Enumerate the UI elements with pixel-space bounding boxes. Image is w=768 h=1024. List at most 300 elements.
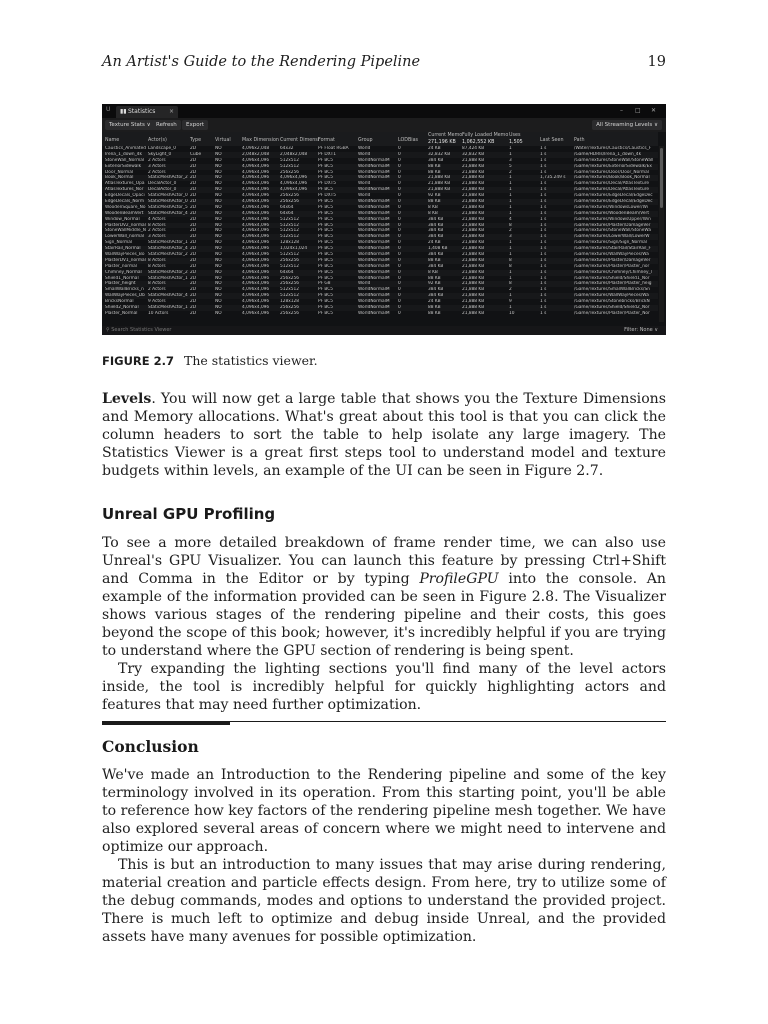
cell-fully-loaded-memory: 21,888 KB — [462, 263, 485, 269]
col-header-virtual[interactable]: Virtual — [215, 138, 231, 143]
cell-name: WoodenSquare_No — [105, 204, 146, 210]
cell-path: /Game/Textures/Stonebricks/BrickN — [574, 299, 650, 305]
cell-format: PF BC5 — [318, 199, 334, 205]
cell-max-dimension: 4,096x4,096 — [242, 181, 270, 187]
cell-path: /Game/Textures/StoneWall/StoneWall — [574, 157, 654, 163]
cell-path: /Game/Textures/Decal/AtlasTexture — [574, 181, 650, 187]
refresh-button[interactable]: Refresh — [152, 120, 181, 130]
cell-current-memory: 24 KB — [428, 299, 441, 305]
cell-current-memory: 21,888 KB — [428, 175, 451, 181]
cell-format: PF BC5 — [318, 204, 334, 210]
cell-group: WorldNormalM — [358, 234, 390, 240]
col-header-type[interactable]: Type — [190, 138, 202, 143]
cell-fully-loaded-memory: 21,888 KB — [462, 228, 485, 234]
cell-max-dimension: 4,096x4,096 — [242, 263, 270, 269]
cell-fully-loaded-memory: 21,888 KB — [462, 193, 485, 199]
cell-name: StoneWallMiddle_N — [105, 228, 146, 234]
cell-uses: 1 — [509, 151, 512, 157]
cell-fully-loaded-memory: 21,888 KB — [462, 252, 485, 258]
cell-virtual: NO — [215, 252, 222, 258]
col-header-name[interactable]: Name — [105, 138, 120, 143]
cell-type: Cube — [190, 151, 202, 157]
cell-current-memory: 384 KB — [428, 263, 444, 269]
export-button[interactable]: Export — [182, 120, 208, 130]
cell-path: /Game/Textures/Decal/AtlasTexture — [574, 187, 650, 193]
col-header-uses[interactable]: Uses — [509, 133, 521, 138]
cell-virtual: NO — [215, 293, 222, 299]
cell-fully-loaded-memory: 21,888 KB — [462, 275, 485, 281]
cell-last-seen: 1 s — [540, 193, 547, 199]
cell-current-dimension: 512x512 — [280, 252, 299, 258]
cell-uses: 9 — [509, 299, 512, 305]
cell-virtual: NO — [215, 299, 222, 305]
cell-uses: 3 — [509, 157, 512, 163]
statistics-table — [102, 132, 658, 324]
bar-chart-icon: ▮▮ — [120, 108, 127, 115]
cell-uses: 4 — [509, 216, 512, 222]
cell-group: WorldNormalM — [358, 210, 390, 216]
cell-last-seen: 1 s — [540, 275, 547, 281]
cell-virtual: NO — [215, 181, 222, 187]
cell-virtual: NO — [215, 287, 222, 293]
cell-uses: 1 — [509, 204, 512, 210]
cell-type: 2D — [190, 146, 197, 151]
cell-type: 2D — [190, 310, 197, 316]
col-header-current-dimension[interactable]: Current Dimensi — [280, 138, 320, 143]
cell-path: /Game/Textures/Sign/Sign_Normal — [574, 240, 647, 246]
cell-fully-loaded-memory: 21,888 KB — [462, 234, 485, 240]
cell-lod-bias: 0 — [398, 305, 401, 311]
cell-last-seen: 1 s — [540, 310, 547, 316]
cell-group: WorldNormalM — [358, 204, 390, 210]
cell-uses: 1 — [509, 175, 512, 181]
cell-format: PF BC5 — [318, 157, 334, 163]
cell-max-dimension: 4,096x4,096 — [242, 228, 270, 234]
cell-max-dimension: 4,096x4,096 — [242, 187, 270, 193]
tab-statistics[interactable] — [116, 106, 178, 118]
cell-path: /Game/Textures/Plaster/DamageVer — [574, 257, 651, 263]
cell-last-seen: 1 s — [540, 281, 547, 287]
cell-fully-loaded-memory: 21,888 KB — [462, 240, 485, 246]
cell-virtual: NO — [215, 281, 222, 287]
cell-current-dimension: 256x256 — [280, 281, 299, 287]
cell-actors: StaticMeshActor_0 — [148, 199, 188, 205]
status-bar — [102, 326, 666, 335]
cell-max-dimension: 4,096x2,048 — [242, 146, 270, 151]
cell-max-dimension: 4,096x4,096 — [242, 216, 270, 222]
cell-path: /Game/Textures/StairRail/StairRail_F — [574, 246, 652, 252]
cell-current-dimension: 64x64 — [280, 204, 294, 210]
cell-path: /Game/Textures/SmallWallBricks/Sn — [574, 287, 650, 293]
cell-actors: DecalActor_0 — [148, 181, 177, 187]
statistics-viewer-screenshot — [102, 104, 666, 335]
cell-current-dimension: 64x64 — [280, 210, 294, 216]
cell-last-seen: 1 s — [540, 216, 547, 222]
col-header-actors[interactable]: Actor(s) — [148, 138, 167, 143]
cell-group: WorldNormalM — [358, 240, 390, 246]
cell-actors: 8 Actors — [148, 263, 166, 269]
cell-fully-loaded-memory: 21,888 KB — [462, 222, 485, 228]
col-header-fully-loaded-memory[interactable]: Fully Loaded Memo — [462, 133, 509, 138]
cell-last-seen: 1 s — [540, 169, 547, 175]
cell-virtual: NO — [215, 204, 222, 210]
cell-actors: 8 Actors — [148, 222, 166, 228]
cell-format: PF BC5 — [318, 163, 334, 169]
cell-current-dimension: 256x256 — [280, 305, 299, 311]
col-header-format[interactable]: Format — [318, 138, 335, 143]
cell-format: PF G8 — [318, 281, 331, 287]
cell-path: /Game/Textures/LowerWall/LowerW — [574, 234, 650, 240]
cell-type: 2D — [190, 275, 197, 281]
conclusion-paragraph-2: This is but an introduction to many issues that may arise during rendering, material creation and particle effects design. From here, try to utilize some of the debug commands, modes and options to understand the provided project. There is much left to optimize and debug inside Unreal, and the provided assets have many avenues for possible optimization. — [102, 857, 666, 945]
cell-actors: 2 Actors — [148, 287, 166, 293]
cell-format: PF DXT1 — [318, 151, 336, 157]
cell-type: 2D — [190, 169, 197, 175]
cell-lod-bias: 0 — [398, 222, 401, 228]
cell-actors: StaticMeshActor_4 — [148, 293, 188, 299]
cell-type: 2D — [190, 199, 197, 205]
cell-virtual: NO — [215, 257, 222, 263]
cell-virtual: NO — [215, 199, 222, 205]
cell-format: PF BC5 — [318, 263, 334, 269]
cell-max-dimension: 4,096x4,096 — [242, 199, 270, 205]
maximize-icon[interactable]: □ — [635, 107, 641, 114]
cell-current-dimension: 512x512 — [280, 234, 299, 240]
cell-fully-loaded-memory: 21,888 KB — [462, 169, 485, 175]
cell-virtual: NO — [215, 263, 222, 269]
cell-fully-loaded-memory: 21,888 KB — [462, 210, 485, 216]
cell-actors: StaticMeshActor_2 — [148, 252, 188, 258]
cell-path: /Game/Textures/Plaster/DamageVer — [574, 222, 651, 228]
cell-current-dimension: 4,096x4,096 — [280, 175, 308, 181]
cell-max-dimension: 4,096x4,096 — [242, 163, 270, 169]
close-window-icon[interactable]: ✕ — [651, 107, 657, 114]
cell-type: 2D — [190, 163, 197, 169]
cell-lod-bias: 0 — [398, 181, 401, 187]
cell-uses: 3 — [509, 234, 512, 240]
cell-name: EdgeDecals_Opaci — [105, 193, 145, 199]
cell-name: Sign_Normal — [105, 240, 133, 246]
cell-virtual: NO — [215, 246, 222, 252]
cell-format: PF BC5 — [318, 169, 334, 175]
cell-lod-bias: 0 — [398, 310, 401, 316]
texture-stats-dropdown[interactable]: Texture Stats ∨ — [105, 120, 155, 130]
cell-last-seen: 1 s — [540, 263, 547, 269]
cell-fully-loaded-memory: 21,888 KB — [462, 257, 485, 263]
current-memory-total: 271,196 KB — [428, 140, 456, 145]
cell-virtual: NO — [215, 216, 222, 222]
cell-current-memory: 8 KB — [428, 269, 438, 275]
cell-uses: 1 — [509, 252, 512, 258]
cell-actors: 8 Actors — [148, 281, 166, 287]
running-title: An Artist's Guide to the Rendering Pipeline — [102, 54, 421, 70]
cell-path: /Game/Textures/Door/Door_Normal — [574, 169, 649, 175]
cell-group: WorldNormalM — [358, 169, 390, 175]
cell-lod-bias: 0 — [398, 275, 401, 281]
cell-type: 2D — [190, 175, 197, 181]
cell-group: WorldNormalM — [358, 299, 390, 305]
cell-type: 2D — [190, 299, 197, 305]
cell-max-dimension: 4,096x4,096 — [242, 310, 270, 316]
cell-actors: Landscape_0 — [148, 146, 176, 151]
gpu-profiling-section — [102, 534, 666, 714]
cell-current-memory: 88 KB — [428, 163, 441, 169]
cell-last-seen: 1 s — [540, 199, 547, 205]
cell-max-dimension: 4,096x4,096 — [242, 275, 270, 281]
cell-fully-loaded-memory: 21,888 KB — [462, 287, 485, 293]
cell-last-seen: 1 s — [540, 204, 547, 210]
cell-format: PF BC5 — [318, 187, 334, 193]
cell-actors: StaticMeshActor_4 — [148, 246, 188, 252]
cell-type: 2D — [190, 287, 197, 293]
cell-actors: 3 Actors — [148, 234, 166, 240]
cell-lod-bias: 0 — [398, 281, 401, 287]
cell-last-seen: 1 s — [540, 210, 547, 216]
cell-current-dimension: 1,024x1,024 — [280, 246, 308, 252]
cell-uses: 1 — [509, 146, 512, 151]
cell-current-memory: 88 KB — [428, 199, 441, 205]
cell-name: Irena_1_down_4k — [105, 151, 142, 157]
cell-virtual: NO — [215, 234, 222, 240]
cell-virtual: NO — [215, 163, 222, 169]
cell-max-dimension: 4,096x4,096 — [242, 204, 270, 210]
col-header-group[interactable]: Group — [358, 138, 373, 143]
cell-type: 2D — [190, 252, 197, 258]
cell-format: PF BC5 — [318, 287, 334, 293]
cell-group: WorldNormalM — [358, 216, 390, 222]
col-header-last-seen[interactable]: Last Seen — [540, 138, 564, 143]
cell-path: /Game/Textures/WoodenBeam/Vert — [574, 210, 650, 216]
cell-max-dimension: 4,096x4,096 — [242, 293, 270, 299]
cell-max-dimension: 4,096x4,096 — [242, 157, 270, 163]
cell-group: WorldNormalM — [358, 157, 390, 163]
cell-path: /Game/Textures/Book/Book_Normal — [574, 175, 650, 181]
cell-type: 2D — [190, 293, 197, 299]
gpu-p1-before: To see a more detailed breakdown of frame render time, we can also use Unreal's GPU Visualizer. You can launch this feature by pressing Ctrl+Shift and Comma in the Editor or by typing — [102, 535, 666, 587]
cell-max-dimension: 4,096x4,096 — [242, 222, 270, 228]
search-input[interactable]: ⚲ Search Statistics Viewer — [106, 327, 172, 333]
cell-actors: 4 Actors — [148, 216, 166, 222]
cell-group: WorldNormalM — [358, 187, 390, 193]
scrollbar[interactable] — [659, 146, 664, 322]
cell-actors: DecalActor_0 — [148, 187, 177, 193]
cell-lod-bias: 0 — [398, 210, 401, 216]
col-header-max-dimension[interactable]: Max Dimension — [242, 138, 279, 143]
cell-type: 2D — [190, 222, 197, 228]
cell-current-memory: 21,888 KB — [428, 187, 451, 193]
cell-path: /Game/Textures/WallWayPieces/Wa — [574, 252, 649, 258]
gpu-profiling-heading: Unreal GPU Profiling — [102, 505, 276, 523]
cell-actors: StaticMeshActor_1 — [148, 275, 188, 281]
cell-current-memory: 8 KB — [428, 210, 438, 216]
cell-path: /Game/Textures/WindowsUpper/Win — [574, 216, 651, 222]
cell-current-dimension: 256x256 — [280, 193, 299, 199]
cell-name: Caustics_Animated — [105, 146, 146, 151]
cell-current-dimension: 256x256 — [280, 199, 299, 205]
cell-type: 2D — [190, 181, 197, 187]
cell-current-dimension: 128x128 — [280, 240, 299, 246]
cell-current-dimension: 512x512 — [280, 222, 299, 228]
tab-close-icon[interactable]: × — [168, 108, 174, 115]
cell-group: WorldNormalM — [358, 305, 390, 311]
col-header-path[interactable]: Path — [574, 138, 585, 143]
cell-lod-bias: 0 — [398, 157, 401, 163]
cell-format: PF BC5 — [318, 240, 334, 246]
cell-uses: 8 — [509, 263, 512, 269]
cell-actors: SkyLight_0 — [148, 151, 172, 157]
scrollbar-thumb[interactable] — [660, 148, 663, 208]
cell-name: Shield2_Normal — [105, 305, 139, 311]
cell-current-dimension: 512x512 — [280, 163, 299, 169]
levels-dropdown[interactable]: All Streaming Levels ∨ — [592, 120, 662, 130]
cell-uses: 2 — [509, 169, 512, 175]
cell-current-memory: 88 KB — [428, 169, 441, 175]
cell-group: WorldNormalM — [358, 228, 390, 234]
cell-name: WallWayPieces_Db — [105, 293, 145, 299]
figure-caption-text: The statistics viewer. — [184, 353, 318, 368]
filter-dropdown[interactable]: Filter: None ∨ — [624, 327, 658, 333]
cell-lod-bias: 0 — [398, 240, 401, 246]
cell-virtual: NO — [215, 228, 222, 234]
cell-group: WorldNormalM — [358, 269, 390, 275]
cell-format: PF BC5 — [318, 310, 334, 316]
cell-fully-loaded-memory: 21,888 KB — [462, 293, 485, 299]
cell-last-seen: 1 s — [540, 234, 547, 240]
cell-last-seen: 1 s — [540, 157, 547, 163]
cell-path: /Game/Textures/Plaster/Plaster_nor — [574, 263, 650, 269]
cell-current-dimension: 64x64 — [280, 269, 294, 275]
cell-name: PlasterDV1_normal — [105, 257, 146, 263]
cell-virtual: NO — [215, 193, 222, 199]
cell-current-dimension: 512x512 — [280, 216, 299, 222]
cell-fully-loaded-memory: 21,888 KB — [462, 163, 485, 169]
cell-virtual: NO — [215, 269, 222, 275]
cell-fully-loaded-memory: 21,888 KB — [462, 204, 485, 210]
cell-virtual: NO — [215, 175, 222, 181]
cell-type: 2D — [190, 210, 197, 216]
cell-current-memory: 8 KB — [428, 204, 438, 210]
cell-actors: StaticMeshActor_0 — [148, 193, 188, 199]
cell-type: 2D — [190, 234, 197, 240]
gpu-p1-after: into the console. An example of the information provided can be seen in Figure 2.8. The Visualizer shows various stages of the rendering pipeline and their costs, this goes beyond the scope of this book; however, it's incredibly helpful if you are trying to understand where the GPU section of rendering is being spent. — [102, 571, 666, 659]
levels-text: . You will now get a large table that shows you the Texture Dimensions and Memory allocations. What's great about this tool is that you can click the column headers to sort the table to help isolate any large imagery. The Statistics Viewer is a great first steps tool to understand model and texture budgets within levels, an example of the UI can be seen in Figure 2.7. — [102, 391, 666, 479]
cell-fully-loaded-memory: 21,888 KB — [462, 299, 485, 305]
cell-type: 2D — [190, 281, 197, 287]
cell-fully-loaded-memory: 21,888 KB — [462, 157, 485, 163]
levels-lead: Levels — [102, 391, 152, 407]
col-header-current-memory[interactable]: Current Memo — [428, 133, 463, 138]
gpu-paragraph-1 — [102, 534, 666, 660]
cell-path: /Game/Textures/Plaster/Plaster_heig — [574, 281, 652, 287]
cell-current-memory: 88 KB — [428, 305, 441, 311]
cell-current-dimension: 2,048x2,048 — [280, 151, 308, 157]
cell-format: PF BC5 — [318, 257, 334, 263]
cell-current-dimension: 256x256 — [280, 275, 299, 281]
cell-format: PF DXT5 — [318, 181, 336, 187]
cell-lod-bias: 0 — [398, 175, 401, 181]
cell-type: 2D — [190, 187, 197, 193]
cell-max-dimension: 2,048x2,048 — [242, 151, 270, 157]
cell-name: SmallWallBricks_n — [105, 287, 144, 293]
cell-lod-bias: 0 — [398, 204, 401, 210]
cell-path: /Game/Textures/WallWayPieces/Wa — [574, 293, 649, 299]
cell-lod-bias: 0 — [398, 252, 401, 258]
cell-name: Plaster_Normal — [105, 310, 138, 316]
conclusion-paragraph-1: We've made an Introduction to the Rendering pipeline and some of the key terminology involved in its operation. From this starting point, you'll be able to reference how key factors of the rendering pipeline mesh together. We have also explored several areas of concern where we might need to intervene and optimize our approach. — [102, 767, 666, 855]
cell-actors: 2 Actors — [148, 228, 166, 234]
cell-last-seen: 1,735.249 s — [540, 175, 566, 181]
cell-fully-loaded-memory: 21,888 KB — [462, 187, 485, 193]
cell-last-seen: 1 s — [540, 240, 547, 246]
cell-group: WorldNormalM — [358, 275, 390, 281]
cell-name: StoneWall_Normal — [105, 157, 145, 163]
cell-format: PF BC5 — [318, 269, 334, 275]
cell-max-dimension: 4,096x4,096 — [242, 287, 270, 293]
cell-max-dimension: 4,096x4,096 — [242, 246, 270, 252]
cell-last-seen: 1 s — [540, 257, 547, 263]
cell-current-memory: 88 KB — [428, 257, 441, 263]
cell-last-seen: 1 s — [540, 163, 547, 169]
cell-max-dimension: 4,096x4,096 — [242, 175, 270, 181]
cell-group: WorldNormalM — [358, 246, 390, 252]
window-titlebar — [102, 104, 666, 118]
col-header-lod-bias[interactable]: LODBias — [398, 138, 419, 143]
cell-type: 2D — [190, 204, 197, 210]
cell-uses: 1 — [509, 199, 512, 205]
cell-actors: 2 Actors — [148, 157, 166, 163]
cell-actors: StaticMeshActor_5 — [148, 204, 188, 210]
page-number: 19 — [647, 54, 666, 70]
cell-last-seen: 1 s — [540, 181, 547, 187]
cell-name: Window_Normal — [105, 216, 140, 222]
cell-group: WorldNormalM — [358, 163, 390, 169]
cell-path: /Game/Textures/Plaster/Plaster_Nor — [574, 310, 650, 316]
cell-group: World — [358, 146, 371, 151]
cell-current-dimension: 512x512 — [280, 228, 299, 234]
cell-fully-loaded-memory: 32,832 KB — [462, 151, 485, 157]
cell-lod-bias: 0 — [398, 263, 401, 269]
cell-group: WorldNormalM — [358, 175, 390, 181]
cell-type: 2D — [190, 269, 197, 275]
cell-uses: 8 — [509, 222, 512, 228]
cell-path: /Game/Textures/StoneWall/StoneWa — [574, 228, 651, 234]
cell-max-dimension: 4,096x4,096 — [242, 281, 270, 287]
cell-group: WorldNormalM — [358, 310, 390, 316]
cell-group: WorldNormalM — [358, 263, 390, 269]
cell-max-dimension: 4,096x4,096 — [242, 257, 270, 263]
cell-uses: 1 — [509, 187, 512, 193]
cell-current-memory: 88 KB — [428, 275, 441, 281]
cell-current-memory: 384 KB — [428, 234, 444, 240]
cell-fully-loaded-memory: 21,888 KB — [462, 199, 485, 205]
minimize-icon[interactable]: – — [620, 107, 623, 114]
cell-name: Shield1_Normal — [105, 275, 139, 281]
cell-name: Chimney_Normal — [105, 269, 142, 275]
table-row[interactable] — [102, 311, 658, 317]
cell-virtual: NO — [215, 146, 222, 151]
cell-format: PF DXT5 — [318, 193, 336, 199]
cell-current-dimension: 512x512 — [280, 157, 299, 163]
cell-virtual: NO — [215, 275, 222, 281]
figure-label: FIGURE 2.7 — [102, 354, 174, 368]
cell-name: StairRail_Normal — [105, 246, 141, 252]
cell-max-dimension: 4,096x4,096 — [242, 240, 270, 246]
cell-name: Plaster_normal — [105, 263, 137, 269]
cell-current-memory: 88 KB — [428, 310, 441, 316]
cell-lod-bias: 0 — [398, 257, 401, 263]
cell-current-memory: 384 KB — [428, 293, 444, 299]
cell-group: WorldNormalM — [358, 252, 390, 258]
